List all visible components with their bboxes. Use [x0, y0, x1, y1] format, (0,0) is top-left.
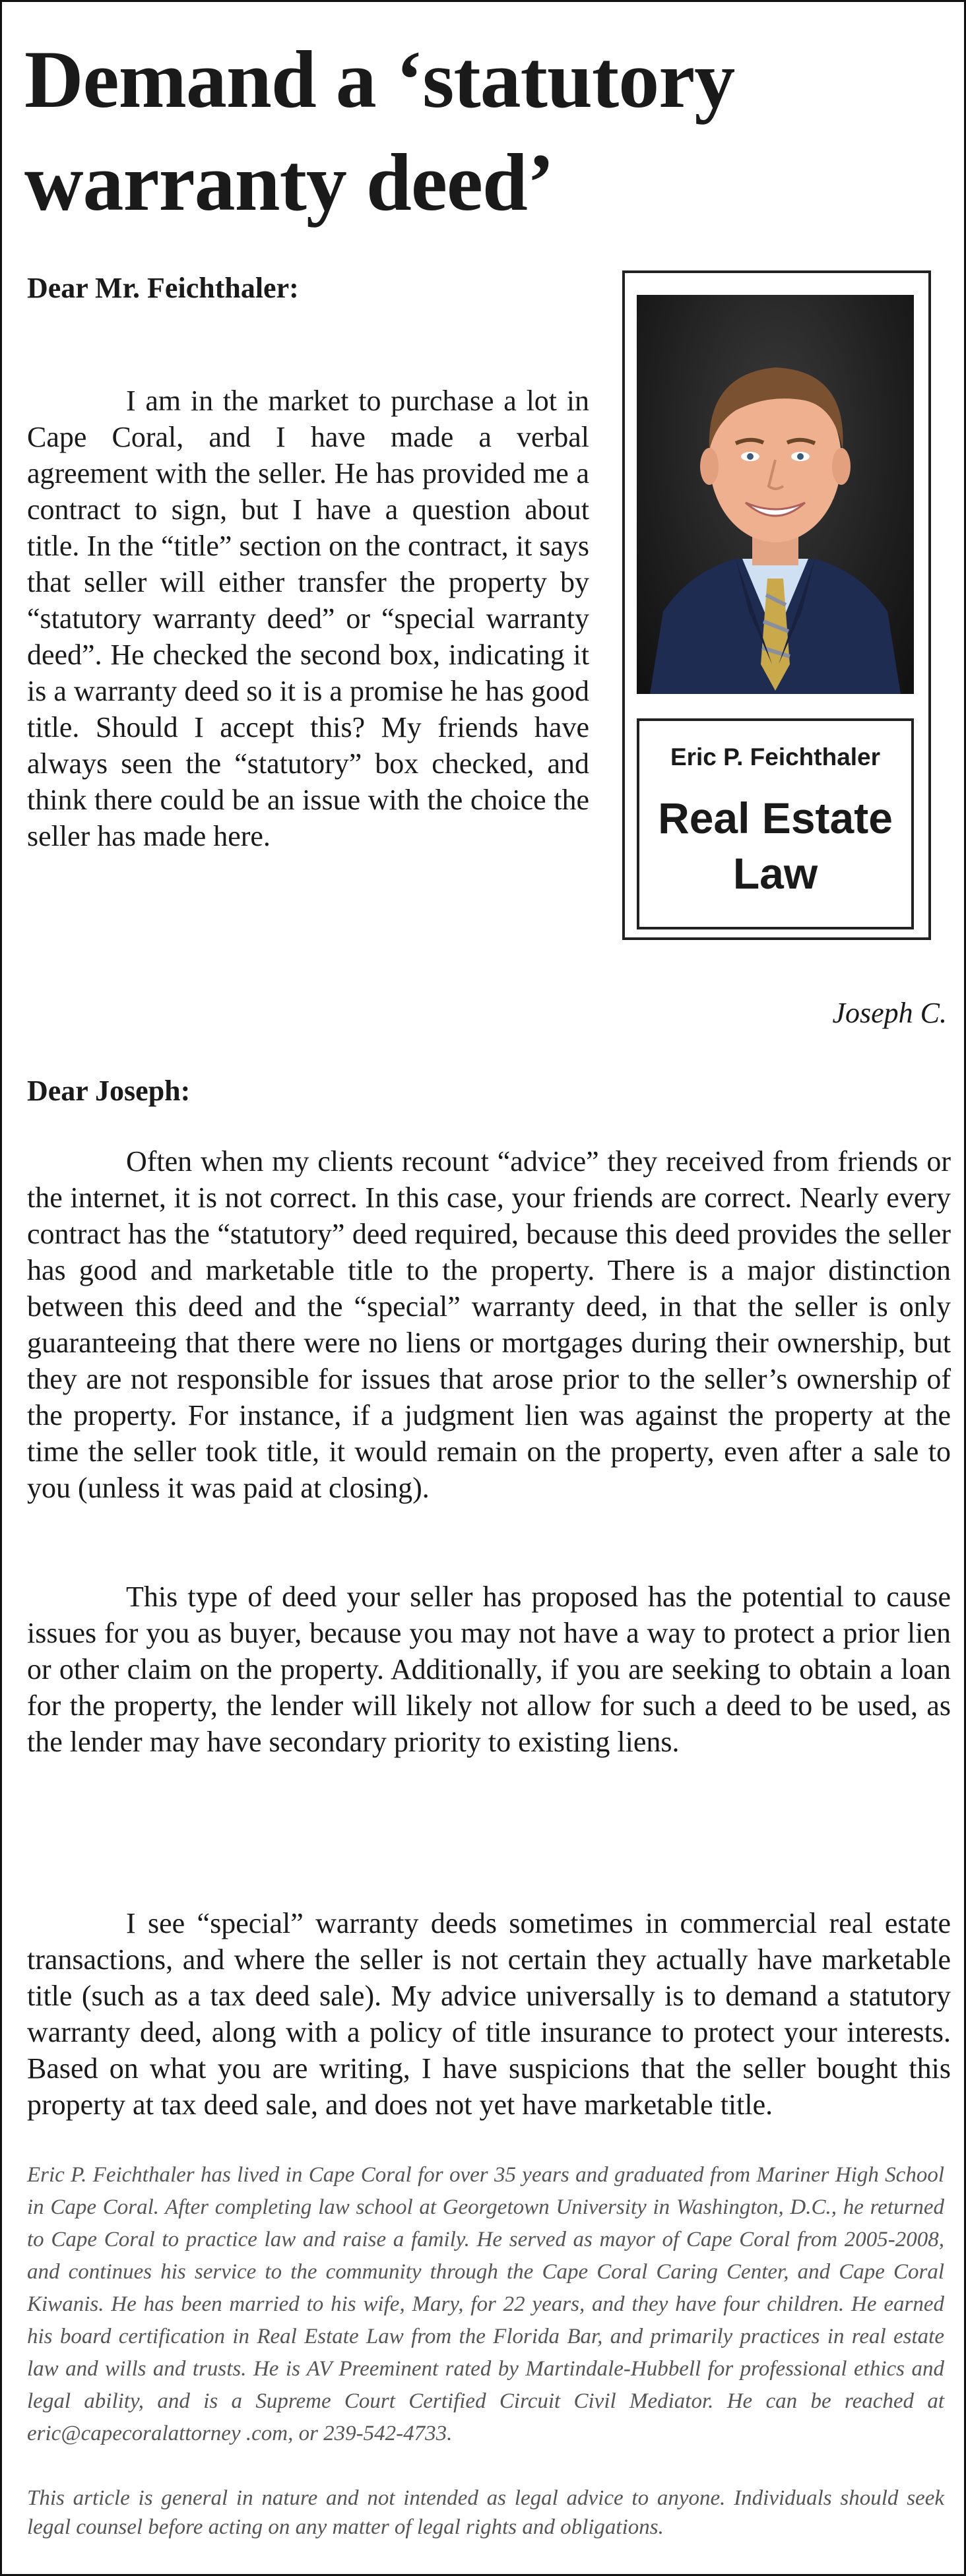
letter-signoff: Joseph C. — [832, 997, 947, 1029]
reply-salutation: Dear Joseph: — [27, 1075, 191, 1107]
reply-paragraph: Often when my clients recount “advice” they received from friends or the internet, it is not correct. In this case, your friends are correct. Nearly every contract has the “statutory” deed required, because this deed provides the seller has good and marketable title to the property. There is a major distinction between this deed and the “special” warranty deed, in that the seller is only guaranteeing that there were no liens or mortgages during their ownership, but they are not responsible for issues that arose prior to the seller’s ownership of the property. For instance, if a judgment lien was against the property at the time the seller took title, it would remain on the property, even after a sale to you (unless it was paid at closing). — [27, 1145, 951, 1504]
author-photo — [637, 295, 914, 694]
portrait-icon — [637, 295, 914, 694]
author-bio: Eric P. Feichthaler has lived in Cape Coral for over 35 years and graduated from Mariner High School in Cape Coral. After completing law school at Georgetown University in Washington, D.C., he returned to Cape Coral to practice law and raise a family. He served as mayor of Cape Coral from 2005-2008, and continues his service to the community through the Cape Coral Caring Center, and Cape Coral Kiwanis. He has been married to his wife, Mary, for 22 years, and they have four children. He earned his board certification in Real Estate Law from the Florida Bar, and primarily practices in real estate law and wills and trusts. He is AV Preeminent rated by Martindale-Hubbell for professional ethics and legal ability, and is a Supreme Court Certified Circuit Civil Mediator. He can be reached at eric@capecoralattorney .com, or 239-542-4733. — [27, 2163, 944, 2445]
author-card — [622, 270, 931, 940]
reply-paragraph: I see “special” warranty deeds sometimes in commercial real estate transactions, and where the seller is not certain they actually have marketable title (such as a tax deed sale). My advice universally is to demand a statutory warranty deed, along with a policy of title insurance to protect your interests. Based on what you are writing, I have suspicions that the seller bought this property at tax deed sale, and does not yet have marketable title. — [27, 1907, 951, 2121]
column-topic-text: Real Estate Law — [658, 794, 893, 898]
reply-paragraph: This type of deed your seller has proposed has the potential to cause issues for you as buyer, because you may not have a way to protect a prior lien or other claim on the property. Additionally, if you are seeking to obtain a loan for the property, the lender will likely not allow for such a deed to be used, as the lender may have secondary priority to existing liens. — [27, 1581, 951, 1758]
letter-body: I am in the market to purchase a lot in Cape Coral, and I have made a verbal agreement with the seller. He has provided me a contract to sign, but I have a question about title. In the “title” section on the contract, it says that seller will either transfer the property by “statutory warranty deed” or “special warranty deed”. He checked the second box, indicating it is a warranty deed so it is a promise he has good title. Should I accept this? My friends have always seen the “statutory” box checked, and think there could be an issue with the choice the seller has made here. — [27, 385, 589, 852]
disclaimer: This article is general in nature and not intended as legal advice to anyone. Individuals should seek legal counsel before acting on any matter of legal rights and obligations. — [27, 2486, 944, 2539]
headline: Demand a ‘statutory warranty deed’ — [24, 34, 735, 228]
column-topic — [639, 790, 911, 901]
author-name: Eric P. Feichthaler — [670, 743, 881, 770]
letter-salutation: Dear Mr. Feichthaler: — [27, 272, 299, 304]
author-label — [637, 718, 914, 929]
